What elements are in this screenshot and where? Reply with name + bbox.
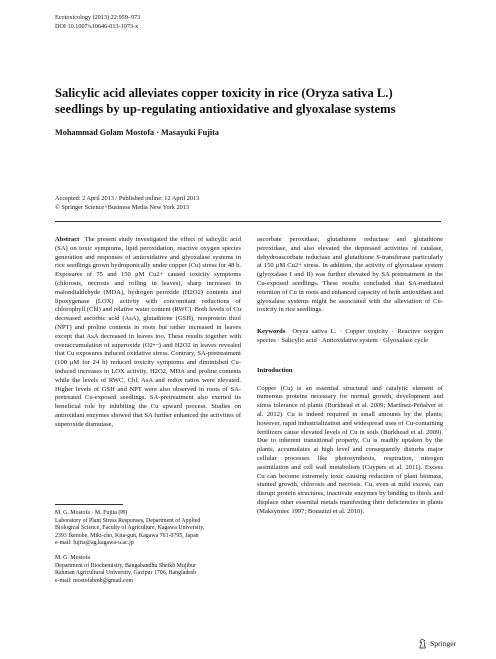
affiliation-authors-2: M. G. Mostofa [55,554,91,561]
footnote-divider [55,504,123,505]
introduction-text: Copper (Cu) is an essential structural and catalytic element of numerous proteins necessary for normal growth, development and stress tolerance of plants (Burkhead et al. 2009; Martínez-Peñalver et al. 2012). Cu is indeed required in small amounts by the plants; however, rapid industrialization and widespread uses of Cu-containing fertilizers cause elevated levels of Cu in soils (Burkhead et al. 2009). Due to inherent transitional property, Cu is readily uptaken by the plants, accumulates at high level and consequently disturbs major cellular processes like photosynthesis, respiration, nitrogen assimilation and cell wall metabolism (Cuypers et al. 2011). Excess Cu can become extremely toxic causing reduction of plant biomass, stunted growth, chlorosis and necrosis. Cu, even at mild excess, can disrupt protein structures, inactivate enzymes by binding to thiols and displace other essential metals manifesting their deficiencies in plants (Maksymiec 1997; Bouazizi et al. 2010). [257,384,443,515]
email-link[interactable]: e-mail: mostofabmb@gmail.com [55,577,134,584]
copyright: © Springer Science+Business Media New York 2013 [55,203,190,211]
keywords [257,328,443,346]
accepted-date: Accepted: 2 April 2013 / Published online: 12 April 2013 [55,195,200,202]
springer-knight-icon [418,638,427,649]
journal-citation: Ecotoxicology (2013) 22:959–973 [55,14,141,21]
header-divider [55,221,441,222]
doi: DOI 10.1007/s10646-013-1073-x [55,22,139,30]
email-link[interactable]: e-mail: fujita@ag.kagawa-u.ac.jp [55,540,134,547]
abstract-text-left: The present study investigated the effect of salicylic acid (SA) on toxic symptoms, lipid peroxidation, reactive oxygen species generation and responses of antioxidative and glyoxalase systems in rice seedlings grown hydroponically under copper (Cu) stress for 48 h. Exposures of 75 and 150 μM Cu2+ caused toxicity symptoms (chlorosis, necrosis and rolling in leaves), sharp increases in malondialdehyde (MDA), hydrogen peroxide (H2O2) contents and lipoxygenase (LOX) activity with concomitant reductions of chlorophyll (Chl) and relative water content (RWC). Both levels of Cu decreased ascorbic acid (AsA), glutathione (GSH), nonprotein thiol (NPT) and proline contents in roots but rather increased in leaves except that AsA decreased in leaves too. These results together with overaccumulation of superoxide (O2•−) and H2O2 in leaves revealed that Cu exposures induced oxidative stress. Contrary, SA-pretreatment (100 μM for 24 h) reduced toxicity symptoms and diminished Cu-induced increases in LOX activity, H2O2, MDA and proline contents while the levels of RWC, Chl, AsA and redox ratios were elevated. Higher levels of GSH and NPT were also observed in roots of SA-pretreated Cu-exposed seedlings. SA-pretreatment also exerted its beneficial role by inhibiting the Cu upward process. Studies on antioxidant enzymes showed that SA further enhanced the activities of superoxide dismutase, [55,236,241,428]
abstract-label: Abstract [55,236,80,243]
keywords-text: Oryza sativa L. · Copper toxicity · Reactive oxygen species · Salicylic acid · Antioxidative system · Glyoxalase cycle [257,328,443,344]
publisher-logo [418,638,456,649]
abstract-left-column [55,236,241,430]
affiliation-line: Laboratory of Plant Stress Responses, Department of Applied [55,517,201,524]
title-line-1: Salicylic acid alleviates copper toxicity in rice (Oryza sativa L.) [55,86,393,100]
journal-header [55,14,355,31]
publisher-name: Springer [430,639,457,648]
affiliation-line: Department of Biochemistry, Bangabandhu Sheikh Mujibur [55,562,196,569]
article-title [55,85,445,117]
affiliations [55,510,245,585]
keywords-label: Keywords [257,328,286,336]
affiliation-authors-1: M. G. Mostofa · M. Fujita (✉) [55,510,128,516]
authors: Mohammad Golam Mostofa · Masayuki Fujita [55,128,219,137]
title-line-2: seedlings by up-regulating antioxidative and glyoxalase systems [55,102,396,116]
article-dates [55,195,355,212]
abstract-text-right: ascorbate peroxidase, glutathione reductase and glutathione peroxidase, and also elevated the depressed activities of catalase, dehydroascorbate reductase and glutathione S-transferase particularly at 150 μM Cu2+ stress. In addition, the activity of glyoxalase system (glyoxalase I and II) was further elevated by SA pretreatment in the Cu-exposed seedlings. These results concluded that SA-mediated retention of Cu in roots and enhanced capacity of both antioxidant and glyoxalase systems might be associated with the alleviation of Cu-toxicity in rice seedlings. [257,236,443,314]
introduction-heading: Introduction [257,366,293,374]
affiliation-line: Rahman Agricultural University, Gazipur 1706, Bangladesh [55,570,197,577]
affiliation-line: Biological Science, Faculty of Agriculture, Kagawa University, [55,525,205,532]
affiliation-line: 2393 Ikenobe, Miki-cho, Kita-gun, Kagawa 761-0795, Japan [55,532,199,539]
abstract-right-column [257,236,443,517]
